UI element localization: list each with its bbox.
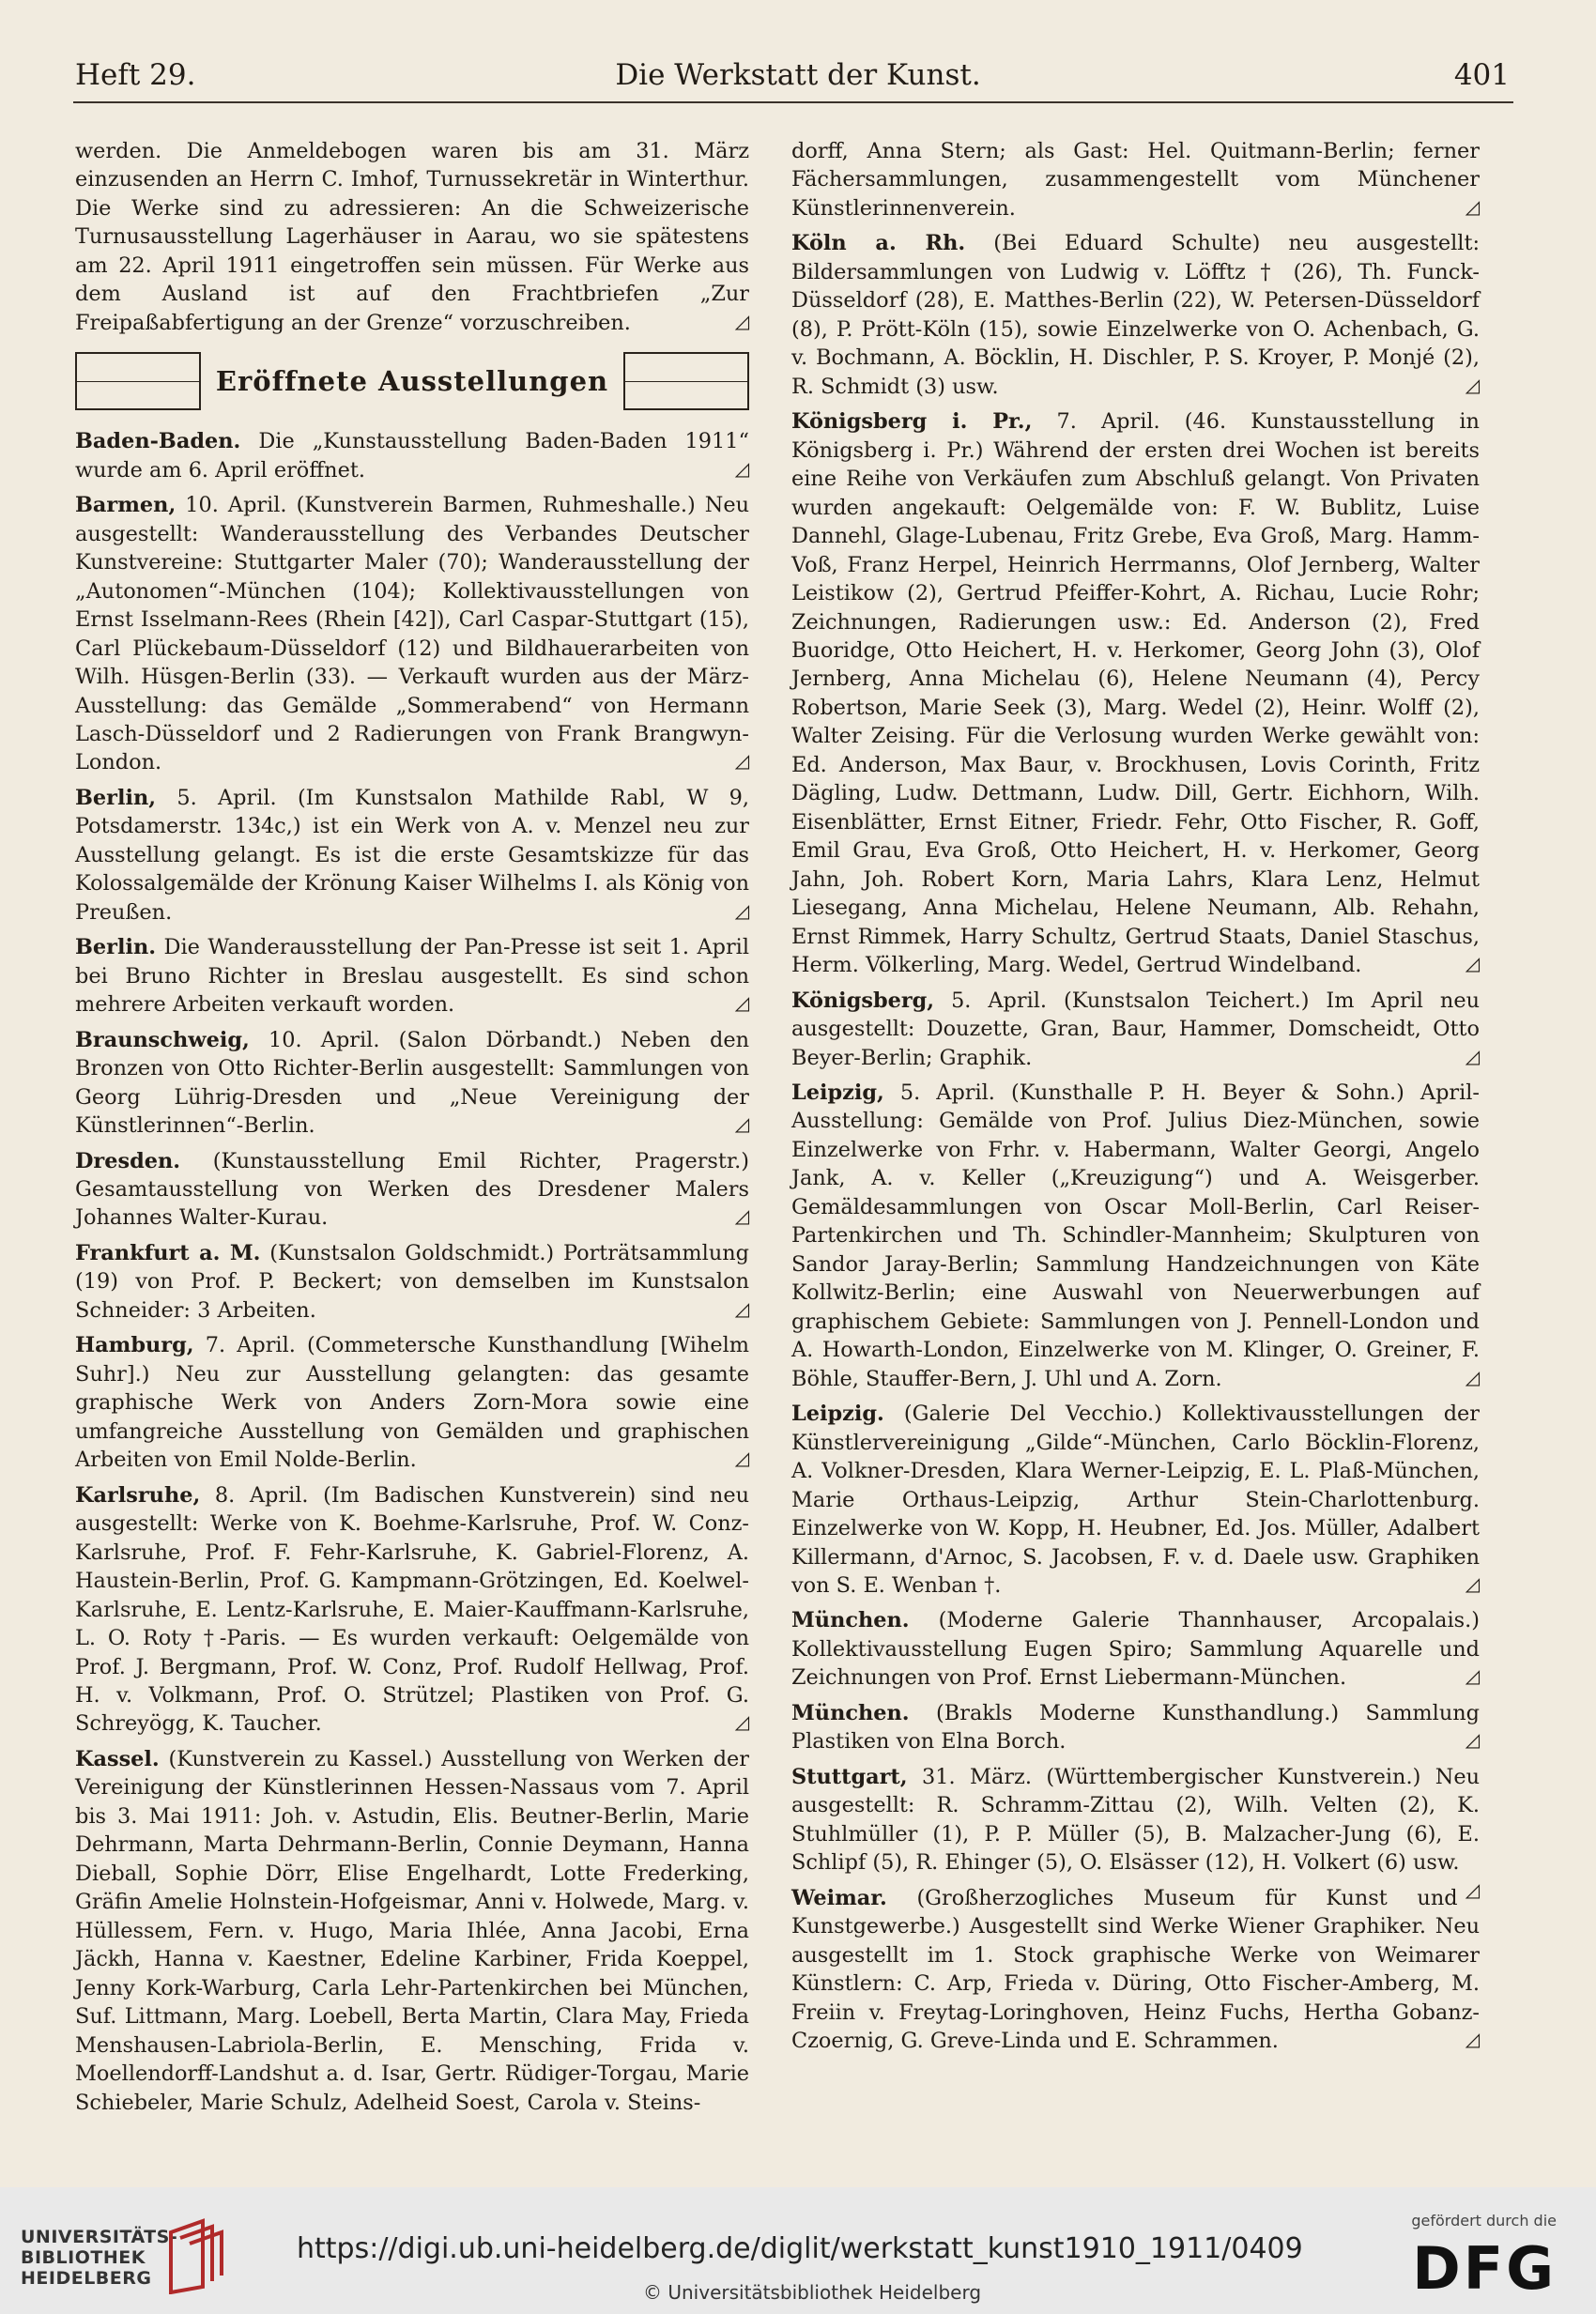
entry-text: 8. April. (Im Badischen Kunstverein) sind neu ausgestellt: Werke von K. Boehme-Karlsruhe, Prof. W. Conz-Karlsruhe, Prof. F. Fehr-Karlsruhe, K. Gabriel-Florenz, A. Haustein-Berlin, Prof. G. Kampmann-Grötzingen, Ed. Koelwel-Karlsruhe, E. Lentz-Karlsruhe, E. Maier-Kauffmann-Karlsruhe, L. O. Roty †-Paris. — Es wurden verkauft: Oelgemälde von Prof. J. Bergmann, Prof. W. Conz, Prof. Rudolf Hellwag, Prof. H. v. Volkmann, Prof. O. Strützel; Plastiken von Prof. G. Schreyögg, K. Taucher. xyxy=(75,1482,749,1737)
end-mark: ◿ xyxy=(1465,1877,1480,1901)
entry-place: Baden-Baden. xyxy=(75,429,241,454)
header-issue: Heft 29. xyxy=(75,58,196,92)
exhibition-entry xyxy=(75,933,749,1019)
exhibition-entry xyxy=(791,987,1480,1072)
exhibition-entry xyxy=(791,1699,1480,1756)
end-mark: ◿ xyxy=(734,1710,749,1734)
end-mark: ◿ xyxy=(1465,1044,1480,1067)
exhibition-entry xyxy=(75,784,749,927)
left-column xyxy=(75,137,749,2123)
header-page-number: 401 xyxy=(1453,58,1510,92)
end-mark: ◿ xyxy=(1465,1664,1480,1688)
exhibition-entry xyxy=(75,1331,749,1474)
entry-text: (Kunstausstellung Emil Richter, Pragerstr.) Gesamtausstellung von Werken des Dresdener Malers Johannes Walter-Kurau. xyxy=(75,1148,749,1231)
exhibition-entry xyxy=(75,1239,749,1325)
entry-text: 31. März. (Württembergischer Kunstverein.) Neu ausgestellt: R. Schramm-Zittau (2), Wilh. Velten (2), K. Stuhlmüller (1), P. P. Müller (5), B. Malzacher-Jung (6), E. Schlipf (5), R. Ehinger (5), O. Elsässer (12), H. Volkert (6) usw. xyxy=(791,1764,1480,1876)
entry-text: Die Wanderausstellung der Pan-Presse ist seit 1. April bei Bruno Richter in Breslau ausgestellt. Es sind schon mehrere Arbeiten verkauft worden. xyxy=(75,935,749,1018)
entry-place: Barmen, xyxy=(75,493,176,518)
entry-place: Weimar. xyxy=(791,1885,887,1910)
entry-text: (Bei Eduard Schulte) neu ausgestellt: Bildersammlungen von Ludwig v. Löfftz † (26), Th. Funck-Düsseldorf (28), E. Matthes-Berlin (22), W. Petersen-Düsseldorf (8), P. Prött-Köln (15), sowie Einzelwerke von O. Achenbach, G. v. Bochmann, A. Böcklin, H. Dischler, P. S. Kroyer, P. Monjé (2), R. Schmidt (3) usw. xyxy=(791,231,1481,399)
exhibition-entry xyxy=(791,1606,1480,1692)
entry-place: Leipzig. xyxy=(791,1402,884,1427)
exhibition-entry xyxy=(791,229,1480,401)
entry-text: (Kunstverein zu Kassel.) Ausstellung von Werken der Vereinigung der Künstlerinnen Hessen-Nassaus vom 7. April bis 3. Mai 1911: Joh. v. Astudin, Elis. Beutner-Berlin, Marie Dehrmann, Marta Dehrmann-Berlin, Connie Deymann, Hanna Dieball, Sophie Dörr, Elise Engelhardt, Lotte Frederking, Gräfin Amelie Holnstein-Hofgeismar, Anni v. Holwede, Marg. v. Hüllessem, Fern. v. Hugo, Maria Ihlée, Anna Jacobi, Erna Jäckh, Hanna v. Kaestner, Edeline Karbiner, Frida Koeppel, Jenny Kork-Warburg, Carla Lehr-Partenkirchen bei München, Suf. Littmann, Marg. Loebell, Berta Martin, Clara May, Frieda Menshausen-Labriola-Berlin, E. Mensching, Frida v. Moellendorff-Landshut a. d. Isar, Gertr. Rüdiger-Torgau, Marie Schiebeler, Marie Schulz, Adelheid Soest, Carola v. Steins- xyxy=(75,1746,749,2115)
end-mark: ◿ xyxy=(1465,373,1480,396)
end-mark: ◿ xyxy=(734,456,749,480)
entry-text: (Großherzogliches Museum für Kunst und Kunstgewerbe.) Ausgestellt sind Werke Wiener Graphiker. Neu ausgestellt im 1. Stock graphische Werke von Weimarer Künstlern: C. Arp, Frieda v. Düring, Otto Fischer-Amberg, M. Freiin v. Freytag-Loringhoven, Heinz Fuchs, Hertha Gobanz-Czoernig, G. Greve-Linda und E. Schrammen. xyxy=(791,1885,1480,2053)
logo-line-2: BIBLIOTHEK xyxy=(21,2247,146,2268)
left-entries xyxy=(75,427,749,2117)
entry-text: (Moderne Galerie Thannhauser, Arcopalais.) Kollektivausstellung Eugen Spiro; Sammlung Aquarelle und Zeichnungen von Prof. Ernst Liebermann-München. xyxy=(791,1608,1480,1691)
entry-place: München. xyxy=(791,1700,910,1725)
exhibition-entry xyxy=(791,407,1480,979)
end-mark: ◿ xyxy=(734,1204,749,1228)
entry-text: Die „Kunstausstellung Baden-Baden 1911“ wurde am 6. April eröffnet. xyxy=(75,429,749,483)
entry-text: 5. April. (Kunsthalle P. H. Beyer & Sohn.) April-Ausstellung: Gemälde von Prof. Julius Diez-München, sowie Einzelwerke von Frhr. v. Habermann, Walter Georgi, Angelo Jank, A. v. Keller („Kreuzigung“) und A. Weisgerber. Gemäldesammlungen von Oscar Moll-Berlin, Carl Reiser-Partenkirchen und Th. Schindler-Mannheim; Skulpturen von Sandor Jaray-Berlin; Sammlung Handzeichnungen von Käte Kollwitz-Berlin; eine Auswahl von Neuerwerbungen auf graphischem Gebiete: Sammlungen von J. Pennell-London und A. Howarth-London, Einzelwerke von M. Klinger, O. Greiner, F. Böhle, Stauffer-Bern, J. Uhl und A. Zorn. xyxy=(791,1080,1480,1391)
exhibition-entry xyxy=(791,1884,1480,2056)
exhibition-entry xyxy=(791,1079,1480,1393)
dfg-logo: DFG xyxy=(1412,2234,1557,2303)
entry-place: Karlsruhe, xyxy=(75,1482,201,1508)
right-column xyxy=(791,137,1480,2061)
end-mark: ◿ xyxy=(734,1296,749,1320)
section-title: Eröffnete Ausstellungen xyxy=(215,364,609,397)
entry-place: Frankfurt a. M. xyxy=(75,1240,261,1265)
logo-line-3: HEIDELBERG xyxy=(21,2268,152,2289)
logo-line-1: UNIVERSITÄTS- xyxy=(21,2227,178,2247)
entry-place: Dresden. xyxy=(75,1148,181,1173)
entry-place: München. xyxy=(791,1608,910,1633)
exhibition-entry xyxy=(791,137,1480,222)
entry-text: 7. April. (Commetersche Kunsthandlung [Wihelm Suhr].) Neu zur Ausstellung gelangten: das gesamte graphische Werk von Anders Zorn-Mora sowie eine umfangreiche Ausstellung von Gemälden und graphischen Arbeiten von Emil Nolde-Berlin. xyxy=(75,1333,750,1473)
entry-place: Braunschweig, xyxy=(75,1027,250,1052)
end-mark: ◿ xyxy=(1465,194,1480,218)
header-rule xyxy=(73,101,1513,103)
library-footer xyxy=(0,2187,1596,2314)
end-mark: ◿ xyxy=(1465,952,1480,975)
entry-text: 5. April. (Kunstsalon Teichert.) Im April neu ausgestellt: Douzette, Gran, Baur, Hammer, Domscheidt, Otto Beyer-Berlin; Graphik. xyxy=(791,988,1481,1070)
end-mark: ◿ xyxy=(1465,1571,1480,1595)
entry-text: (Kunstsalon Goldschmidt.) Porträtsammlung (19) von Prof. P. Beckert; von demselben im Kunstsalon Schneider: 3 Arbeiten. xyxy=(75,1240,749,1323)
entry-text: 10. April. (Kunstverein Barmen, Ruhmeshalle.) Neu ausgestellt: Wanderausstellung des Verbandes Deutscher Kunstvereine: Stuttgarter Maler (70); Wanderausstellung der „Autonomen“-München (104); Kollektivausstellungen von Ernst Isselmann-Rees (Rhein [42]), Carl Caspar-Stuttgart (15), Carl Plückebaum-Düsseldorf (12) und Bildhauerarbeiten von Wilh. Hüsgen-Berlin (33). — Verkauft wurden aus der März-Ausstellung: das Gemälde „Sommerabend“ von Hermann Lasch-Düsseldorf und 2 Radierungen von Frank Brangwyn-London. xyxy=(75,493,750,775)
copyright-notice: © Universitätsbibliothek Heidelberg xyxy=(643,2281,982,2304)
entry-place: Leipzig, xyxy=(791,1080,884,1105)
end-mark: ◿ xyxy=(734,749,749,773)
entry-place: Hamburg, xyxy=(75,1333,194,1358)
exhibition-entry xyxy=(75,491,749,777)
end-mark: ◿ xyxy=(734,1447,749,1470)
right-entries xyxy=(791,137,1480,2055)
intro-paragraph: werden. Die Anmeldebogen waren bis am 31. März einzusenden an Herrn C. Imhof, Turnussekretär in Winterthur. Die Werke sind zu adressieren: An die Schweizerische Turnusausstellung Lagerhäuser in Aarau, wo sie spätestens am 22. April 1911 eingetroffen sein müssen. Für Werke aus dem Ausland ist auf den Frachtbriefen „Zur Freipaßabfertigung an der Grenze“ vorzuschreiben. ◿ xyxy=(75,139,749,335)
entry-text: (Brakls Moderne Kunsthandlung.) Sammlung Plastiken von Elna Borch. xyxy=(791,1700,1480,1755)
end-mark: ◿ xyxy=(1465,1728,1480,1752)
entry-text: (Galerie Del Vecchio.) Kollektivausstellungen der Künstlervereinigung „Gilde“-München, Carlo Böcklin-Florenz, A. Volkner-Dresden, Klara Werner-Leipzig, E. L. Plaß-München, Marie Orthaus-Leipzig, Arthur Stein-Charlottenburg. Einzelwerke von W. Kopp, H. Heubner, Ed. Jos. Müller, Adalbert Killermann, d'Arnoc, S. Jacobsen, F. v. d. Daele usw. Graphiken von S. E. Wenban †. xyxy=(791,1402,1480,1598)
entry-place: Köln a. Rh. xyxy=(791,231,966,256)
entry-text: 10. April. (Salon Dörbandt.) Neben den Bronzen von Otto Richter-Berlin ausgestellt: Sammlungen von Georg Lührig-Dresden und „Neue Vereinigung der Künstlerinnen“-Berlin. xyxy=(75,1027,749,1139)
section-heading-box xyxy=(75,352,749,410)
end-mark: ◿ xyxy=(1465,2028,1480,2050)
entry-place: Berlin. xyxy=(75,935,157,960)
entry-text: dorff, Anna Stern; als Gast: Hel. Quitmann-Berlin; ferner Fächersammlungen, zusammengestellt vom Münchener Künstlerinnenverein. xyxy=(791,139,1480,221)
exhibition-entry xyxy=(75,1026,749,1141)
exhibition-entry xyxy=(75,427,749,484)
end-mark: ◿ xyxy=(734,898,749,922)
end-mark: ◿ xyxy=(734,1112,749,1136)
end-mark: ◿ xyxy=(734,991,749,1015)
university-library-logo xyxy=(21,2227,321,2302)
entry-place: Stuttgart, xyxy=(791,1764,908,1789)
library-emblem-icon xyxy=(160,2214,242,2294)
exhibition-entry xyxy=(75,1481,749,1739)
end-mark: ◿ xyxy=(1465,1365,1480,1388)
entry-place: Königsberg, xyxy=(791,988,935,1013)
end-mark: ◿ xyxy=(734,309,749,332)
entry-place: Kassel. xyxy=(75,1746,160,1771)
header-journal-title: Die Werkstatt der Kunst. xyxy=(615,58,981,92)
entry-text: 7. April. (46. Kunstausstellung in Königsberg i. Pr.) Während der ersten drei Wochen ist bereits eine Reihe von Verkäufen zum Abschluß gelangt. Von Privaten wurden angekauft: Oelgemälde von: F. W. Bublitz, Luise Dannehl, Glage-Lubenau, Fritz Grebe, Eva Groß, Marg. Hamm-Voß, Franz Herpel, Heinrich Herrmanns, Olof Jernberg, Walter Leistikow (2), Gertrud Pfeiffer-Kohrt, A. Richau, Lucie Rohr; Zeichnungen, Radierungen usw.: Ed. Anderson (2), Fred Buoridge, Otto Heichert, H. v. Herkomer, Georg John (3), Olof Jernberg, Anna Michelau (6), Helene Neumann (4), Percy Robertson, Marie Seek (3), Marg. Wedel (2), Heinr. Wolff (2), Walter Zeising. Für die Verlosung wurden Werke gewählt von: Ed. Anderson, Max Baur, v. Brockhusen, Lovis Corinth, Fritz Dägling, Ludw. Dettmann, Ludw. Dill, Gertr. Eichhorn, Wilh. Eisenblätter, Ernst Eitner, Friedr. Fehr, Otto Fischer, R. Goff, Emil Grau, Eva Groß, Otto Heichert, H. v. Herkomer, Georg Jahn, Joh. Robert Korn, Maria Lahrs, Klara Lenz, Helmut Liesegang, Anna Michelau, Helene Neumann, Alb. Rehahn, Ernst Rimmek, Harry Schultz, Gertrud Staats, Daniel Staschus, Herm. Völkerling, Marg. Wedel, Gertrud Windelband. xyxy=(791,409,1480,978)
entry-place: Königsberg i. Pr., xyxy=(791,409,1033,435)
funded-by-label: gefördert durch die xyxy=(1411,2212,1557,2230)
exhibition-entry xyxy=(75,1147,749,1233)
entry-place: Berlin, xyxy=(75,785,157,810)
exhibition-entry xyxy=(791,1400,1480,1600)
exhibition-entry xyxy=(75,1745,749,2117)
entry-text: 5. April. (Im Kunstsalon Mathilde Rabl, W 9, Potsdamerstr. 134c,) ist ein Werk von A. v. Menzel neu zur Ausstellung gelangt. Es ist die erste Gesamtskizze für das Kolossalgemälde der Krönung Kaiser Wilhelms I. als König von Preußen. xyxy=(75,785,749,925)
source-url-link[interactable]: https://digi.ub.uni-heidelberg.de/diglit/werkstatt_kunst1910_1911/0409 xyxy=(297,2232,1303,2265)
